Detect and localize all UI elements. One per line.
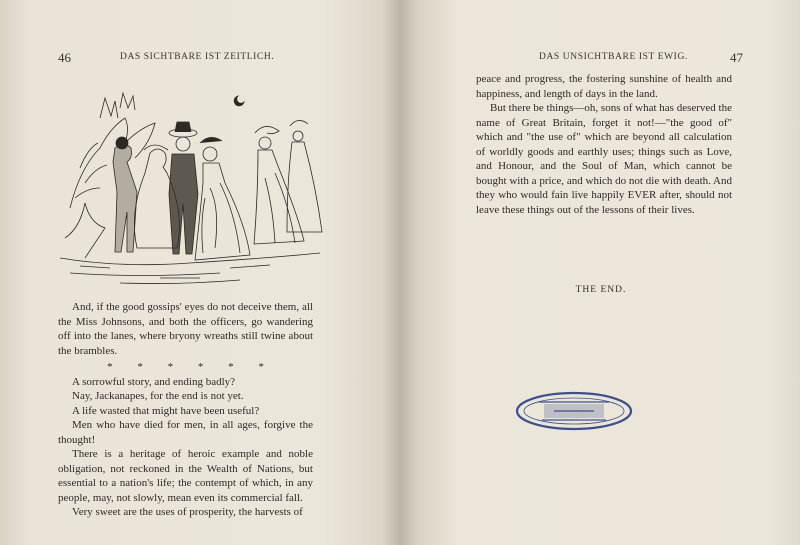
right-page-text [476, 72, 732, 217]
text-line: A sorrowful story, and ending badly? [72, 375, 236, 388]
running-head: DAS SICHTBARE IST ZEITLICH. [120, 52, 275, 62]
page-number: 47 [730, 50, 743, 65]
left-page-text [58, 300, 313, 520]
paragraph: Men who have died for men, in all ages, forgive the thought! [58, 419, 313, 446]
text-line: A life wasted that might have been useful? [72, 404, 260, 417]
text-line: Nay, Jackanapes, for the end is not yet. [72, 390, 244, 402]
page-number: 46 [58, 50, 71, 65]
right-page [402, 0, 800, 545]
paragraph: And, if the good gossips' eyes do not deceive them, all the Miss Johnsons, and both the officers, go wandering off into the lanes, where bryony wreaths still twine about the brambles. [58, 301, 313, 357]
the-end-label: THE END. [575, 285, 627, 295]
paragraph: Very sweet are the uses of prosperity, the harvests of [72, 506, 303, 518]
running-head: DAS UNSICHTBARE IST EWIG. [539, 52, 688, 62]
engraving-illustration [60, 88, 325, 288]
paragraph: But there be things—oh, sons of what has deserved the name of Great Britain, forget it not!—"the good of" which and "the use of" which are beyond all calculation of worldly goods and earthly uses; things such as Love, and Honour, and the Soul of Man, which cannot be bought with a price, and which do not die with death. And they who would fain live happily EVER after, should not leave these things out of the lessons of their lives. [476, 102, 732, 216]
paragraph: There is a heritage of heroic example and noble obligation, not reckoned in the Wealth of Nations, but essential to a nation's life; the contempt of which, in any people, may, not slowly, mean even its commercial fall. [58, 448, 313, 504]
library-stamp-icon [514, 390, 634, 432]
section-separator: * * * * * * [107, 361, 264, 373]
paragraph: peace and progress, the fostering sunshine of health and happiness, and length of days in the land. [476, 73, 732, 100]
